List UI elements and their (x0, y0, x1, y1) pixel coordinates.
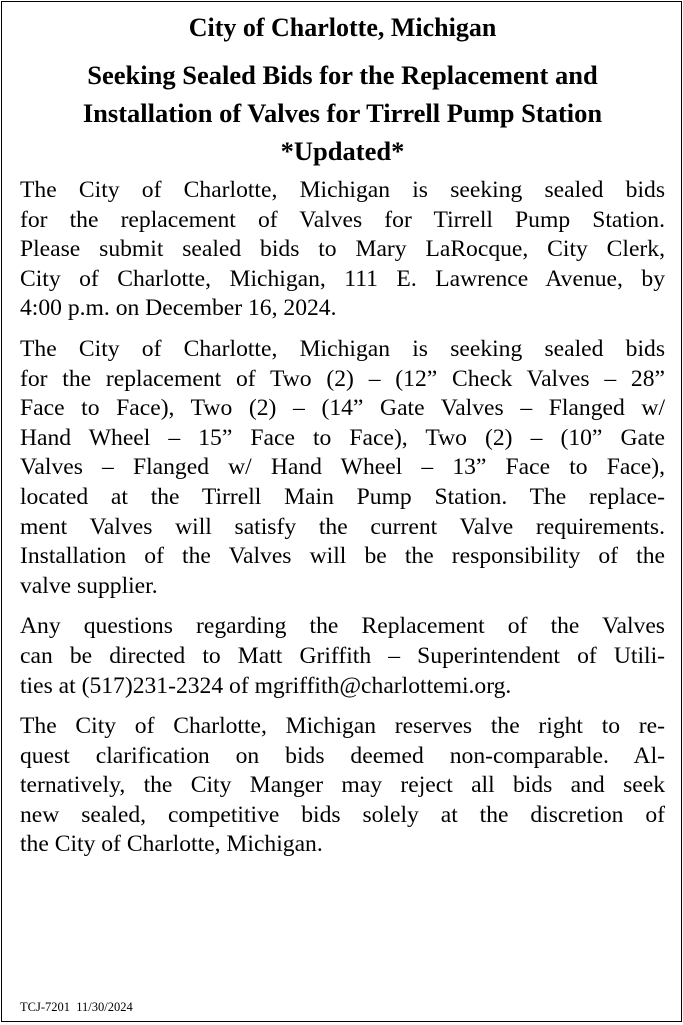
headline (20, 56, 665, 170)
text-line: located at the Tirrell Main Pump Station. The replace- (20, 483, 665, 510)
text-line: ternatively, the City Manger may reject all bids and seek (20, 772, 665, 799)
text-line: can be directed to Matt Griffith – Superintendent of Utili- (20, 642, 665, 669)
paragraph-reservation (20, 712, 665, 860)
text-line: The City of Charlotte, Michigan reserves the right to re- (20, 713, 665, 740)
headline-line: Seeking Sealed Bids for the Replacement and (87, 60, 598, 90)
text-line: Hand Wheel – 15” Face to Face), Two (2) – (10” Gate (20, 424, 665, 451)
notice-reference: TCJ-7201 11/30/2024 (20, 1000, 133, 1014)
text-line: Please submit sealed bids to Mary LaRocque, City Clerk, (20, 236, 665, 263)
text-line: Installation of the Valves will be the responsibility of the (20, 543, 665, 570)
city-title: City of Charlotte, Michigan (188, 13, 497, 42)
text-line: Valves – Flanged w/ Hand Wheel – 13” Face to Face), (20, 454, 665, 481)
text-line: Face to Face), Two (2) – (14” Gate Valves – Flanged w/ (20, 395, 665, 422)
text-line: quest clarification on bids deemed non-comparable. Al- (20, 742, 665, 769)
text-line: valve supplier. (20, 572, 158, 599)
text-line: ment Valves will satisfy the current Valve requirements. (20, 513, 665, 540)
paragraph-valve-details (20, 335, 665, 601)
paragraph-contact (20, 612, 665, 701)
text-line: City of Charlotte, Michigan, 111 E. Lawrence Avenue, by (20, 265, 665, 292)
headline-updated-tag: *Updated* (280, 136, 405, 166)
text-line: new sealed, competitive bids solely at the discretion of (20, 801, 665, 828)
text-line: The City of Charlotte, Michigan is seeking sealed bids (20, 177, 665, 203)
text-line: Any questions regarding the Replacement of the Valves (20, 613, 665, 640)
text-line: 4:00 p.m. on December 16, 2024. (20, 295, 337, 322)
text-line: The City of Charlotte, Michigan is seeking sealed bids (20, 335, 665, 362)
text-line: for the replacement of Two (2) – (12” Check Valves – 28” (20, 365, 665, 392)
text-line: the City of Charlotte, Michigan. (20, 831, 323, 858)
paragraph-bid-submission (20, 176, 665, 324)
text-line: for the replacement of Valves for Tirrell Pump Station. (20, 206, 665, 233)
public-notice (1, 1, 682, 1022)
text-line: ties at (517)231-2324 of mgriffith@charlottemi.org. (20, 672, 512, 699)
headline-line: Installation of Valves for Tirrell Pump Station (82, 98, 603, 128)
